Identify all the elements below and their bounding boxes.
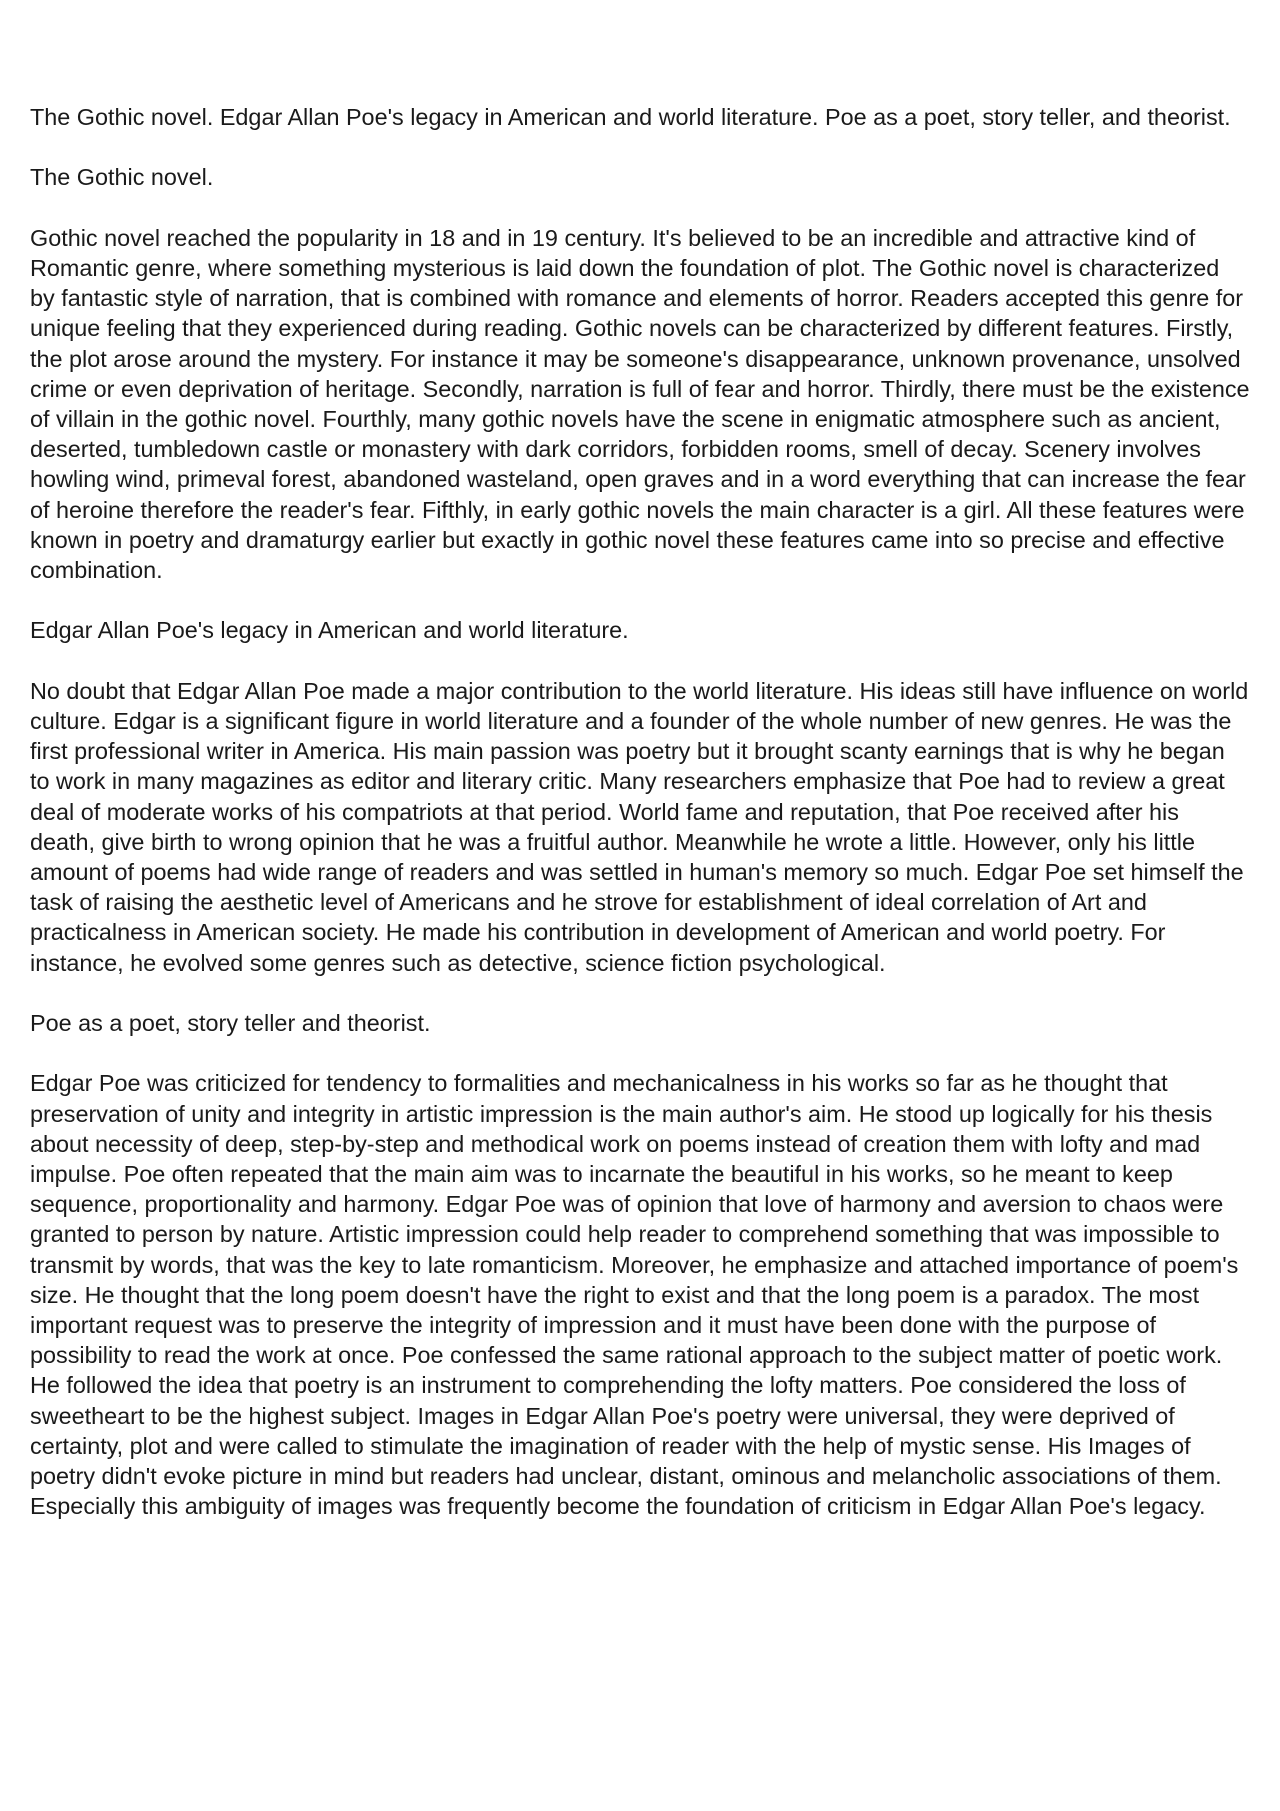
section-heading-poe-poet-theorist: Poe as a poet, story teller and theorist. [30, 1010, 431, 1037]
section-body-poe-poet-theorist: Edgar Poe was criticized for tendency to formalities and mechanicalness in his works so far as he thought that preservation of unity and integrity in artistic impression is the main author's aim. He stood up logically for his thesis about necessity of deep, step-by-step and methodical work on poems instead of creation them with lofty and mad impulse. Poe often repeated that the main aim was to incarnate the beautiful in his works, so he meant to keep sequence, proportionality and harmony. Edgar Poe was of opinion that love of harmony and aversion to chaos were granted to person by nature. Artistic impression could help reader to comprehend something that was impossible to transmit by words, that was the key to late romanticism. Moreover, he emphasize and attached importance of poem's size. He thought that the long poem doesn't have the right to exist and that the long poem is a paradox. The most important request was to preserve the integrity of impression and it must have been done with the purpose of possibility to read the work at once. Poe confessed the same rational approach to the subject matter of poetic work. He followed the idea that poetry is an instrument to comprehending the lofty matters. Poe considered the loss of sweetheart to be the highest subject. Images in Edgar Allan Poe's poetry were universal, they were deprived of certainty, plot and were called to stimulate the imagination of reader with the help of mystic sense. His Images of poetry didn't evoke picture in mind but readers had unclear, distant, ominous and melancholic associations of them. Especially this ambiguity of images was frequently become the foundation of criticism in Edgar Allan Poe's legacy. [30, 1070, 1239, 1520]
section-heading-poe-legacy: Edgar Allan Poe's legacy in American and world literature. [30, 617, 629, 644]
document-intro: The Gothic novel. Edgar Allan Poe's legacy in American and world literature. Poe as a poet, story teller, and theorist. [30, 104, 1231, 130]
section-body-gothic-novel: Gothic novel reached the popularity in 18 and in 19 century. It's believed to be an incredible and attractive kind of Romantic genre, where something mysterious is laid down the foundation of plot. The Gothic novel is characterized by fantastic style of narration, that is combined with romance and elements of horror. Readers accepted this genre for unique feeling that they experienced during reading. Gothic novels can be characterized by different features. Firstly, the plot arose around the mystery. For instance it may be someone's disappearance, unknown provenance, unsolved crime or even deprivation of heritage. Secondly, narration is full of fear and horror. Thirdly, there must be the existence of villain in the gothic novel. Fourthly, many gothic novels have the scene in enigmatic atmosphere such as ancient, deserted, tumbledown castle or monastery with dark corridors, forbidden rooms, smell of decay. Scenery involves howling wind, primeval forest, abandoned wasteland, open graves and in a word everything that can increase the fear of heroine therefore the reader's fear. Fifthly, in early gothic novels the main character is a girl. All these features were known in poetry and dramaturgy earlier but exactly in gothic novel these features came into so precise and effective combination. [30, 224, 1250, 584]
section-heading-gothic-novel: The Gothic novel. [30, 164, 214, 191]
section-body-poe-legacy: No doubt that Edgar Allan Poe made a major contribution to the world literature. His ideas still have influence on world culture. Edgar is a significant figure in world literature and a founder of the whole number of new genres. He was the first professional writer in America. His main passion was poetry but it brought scanty earnings that is why he began to work in many magazines as editor and literary critic. Many researchers emphasize that Poe had to review a great deal of moderate works of his compatriots at that period. World fame and reputation, that Poe received after his death, give birth to wrong opinion that he was a fruitful author. Meanwhile he wrote a little. However, only his little amount of poems had wide range of readers and was settled in human's memory so much. Edgar Poe set himself the task of raising the aesthetic level of Americans and he strove for establishment of ideal correlation of Art and practicalness in American society. He made his contribution in development of American and world poetry. For instance, he evolved some genres such as detective, science fiction psychological. [30, 677, 1249, 976]
